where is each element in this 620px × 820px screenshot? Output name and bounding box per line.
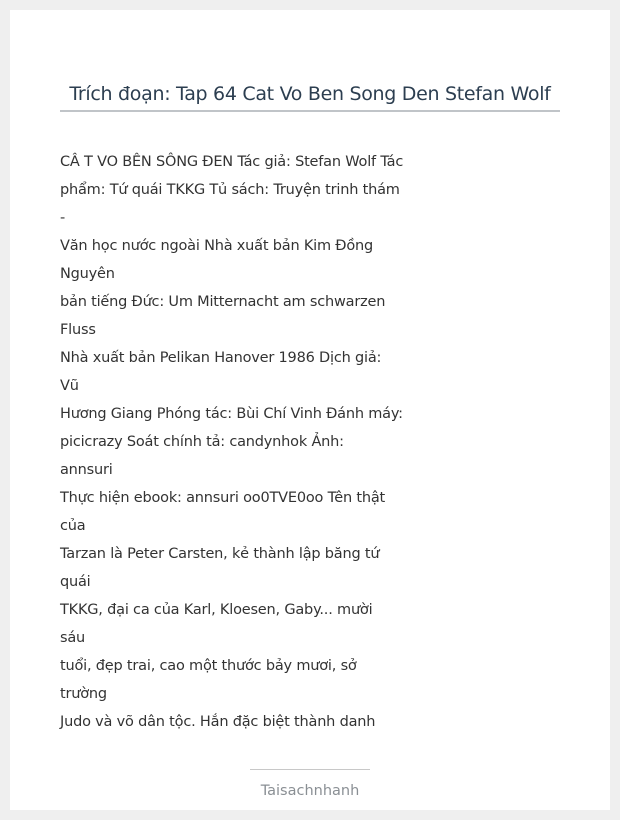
body-line: Judo và võ dân tộc. Hắn đặc biệt thành danh bbox=[60, 714, 376, 730]
page-title: Trích đoạn: Tap 64 Cat Vo Ben Song Den Stefan Wolf bbox=[69, 83, 551, 105]
body-line: TKKG, đại ca của Karl, Kloesen, Gaby... mười bbox=[60, 602, 373, 618]
body-line: Hương Giang Phóng tác: Bùi Chí Vinh Đánh máy: bbox=[60, 406, 403, 422]
body-line: picicrazy Soát chính tả: candynhok Ảnh: bbox=[60, 434, 344, 450]
footer-divider bbox=[250, 769, 370, 770]
body-line: Văn học nước ngoài Nhà xuất bản Kim Đồng bbox=[60, 238, 374, 254]
body-line: trường bbox=[60, 686, 107, 702]
body-line: Nguyên bbox=[60, 266, 115, 282]
body-line: tuổi, đẹp trai, cao một thước bảy mươi, sở bbox=[60, 658, 357, 674]
document-card bbox=[10, 10, 610, 810]
body-line: Tarzan là Peter Carsten, kẻ thành lập băng tứ bbox=[60, 546, 380, 562]
body-line: CÂ T VO BÊN SÔNG ĐEN Tác giả: Stefan Wolf Tác bbox=[60, 154, 404, 170]
body-line: bản tiếng Đức: Um Mitternacht am schwarzen bbox=[60, 294, 386, 310]
body-line: quái bbox=[60, 574, 91, 590]
title-divider bbox=[60, 110, 560, 112]
body-line: của bbox=[60, 518, 86, 534]
body-line: sáu bbox=[60, 630, 86, 646]
excerpt-body bbox=[60, 148, 430, 736]
body-line: phẩm: Tứ quái TKKG Tủ sách: Truyện trinh thám bbox=[60, 182, 400, 198]
body-line: Thực hiện ebook: annsuri oo0TVE0oo Tên thật bbox=[60, 490, 385, 506]
body-line: Vũ bbox=[60, 378, 79, 394]
body-line: Fluss bbox=[60, 322, 96, 338]
body-line: - bbox=[60, 210, 66, 226]
footer-brand[interactable]: Taisachnhanh bbox=[260, 783, 360, 799]
body-line: annsuri bbox=[60, 462, 113, 478]
body-line: Nhà xuất bản Pelikan Hanover 1986 Dịch giả: bbox=[60, 350, 382, 366]
